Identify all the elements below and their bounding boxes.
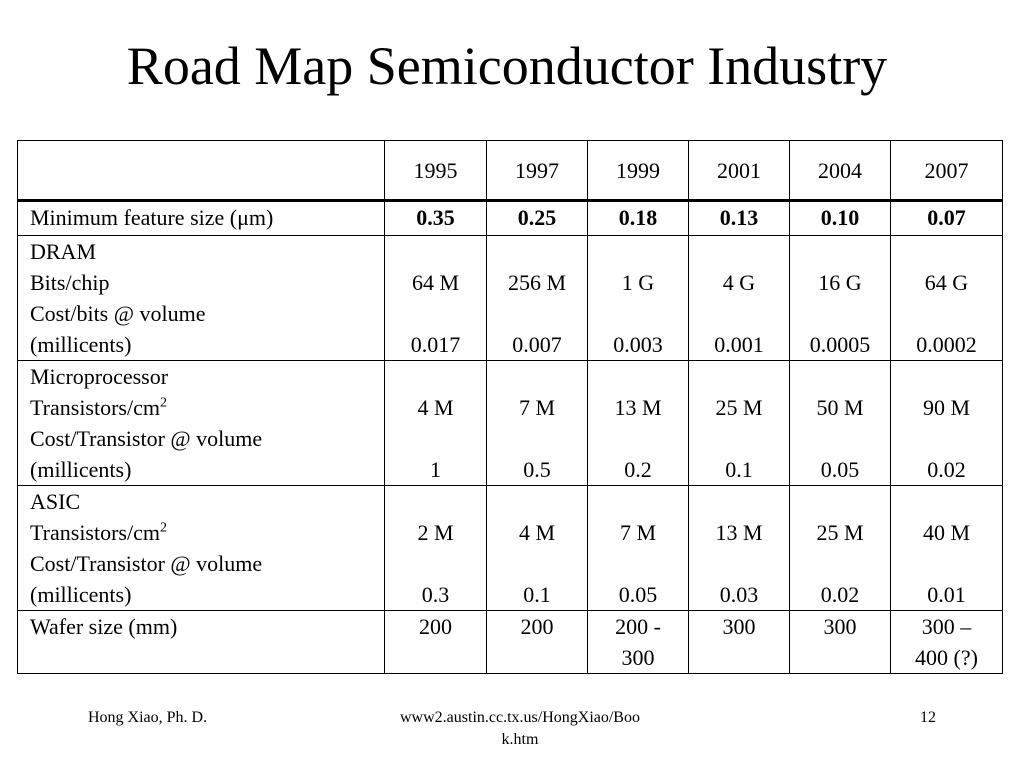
table-cell: 0.13 (689, 201, 790, 236)
table-cell: 2 M 0.3 (385, 486, 487, 611)
table-cell: 256 M 0.007 (487, 236, 588, 361)
footer-url (360, 707, 680, 751)
table-corner-cell (18, 141, 385, 201)
table-row-min-feature (18, 201, 1003, 236)
table-cell: 1 G 0.003 (588, 236, 689, 361)
table-cell: 90 M 0.02 (891, 361, 1003, 486)
table-header-row (18, 141, 1003, 201)
row-label: Wafer size (mm) (18, 611, 385, 674)
year-header: 1995 (385, 141, 487, 201)
table-cell: 16 G 0.0005 (790, 236, 891, 361)
table-cell: 0.18 (588, 201, 689, 236)
footer-author: Hong Xiao, Ph. D. (88, 709, 208, 726)
table-cell: 300 – 400 (?) (891, 611, 1003, 674)
table-cell: 64 M 0.017 (385, 236, 487, 361)
table-cell: 25 M 0.1 (689, 361, 790, 486)
table-row-dram (18, 236, 1003, 361)
table-cell: 4 M 1 (385, 361, 487, 486)
row-sublabel: Cost/Transistor @ volume (30, 426, 263, 451)
section-heading: DRAM (30, 239, 97, 264)
table-cell: 13 M 0.2 (588, 361, 689, 486)
row-sublabel: Cost/Transistor @ volume (30, 551, 263, 576)
row-label: Minimum feature size (μm) (18, 201, 385, 236)
table-row-microprocessor (18, 361, 1003, 486)
table-cell: 0.35 (385, 201, 487, 236)
year-header: 1997 (487, 141, 588, 201)
table-row-asic (18, 486, 1003, 611)
row-unit: (millicents) (30, 457, 132, 482)
table-cell: 13 M 0.03 (689, 486, 790, 611)
table-cell: 7 M 0.05 (588, 486, 689, 611)
table-cell: 40 M 0.01 (891, 486, 1003, 611)
row-sublabel: Transistors/$cm^2$ (30, 520, 167, 545)
year-header: 1999 (588, 141, 689, 201)
year-header: 2007 (891, 141, 1003, 201)
table-cell: 64 G 0.0002 (891, 236, 1003, 361)
row-label (18, 236, 385, 361)
section-heading: Microprocessor (30, 364, 169, 389)
row-sublabel: Transistors/$cm^2$ (30, 395, 167, 420)
table-row-wafer (18, 611, 1003, 674)
table-cell: 0.25 (487, 201, 588, 236)
footer-url-line2: k.htm (501, 731, 539, 748)
footer-url-line1: www2.austin.cc.tx.us/HongXiao/Boo (400, 709, 640, 726)
table-cell: 200 (487, 611, 588, 674)
table-cell: 4 G 0.001 (689, 236, 790, 361)
table-cell: 50 M 0.05 (790, 361, 891, 486)
section-heading: ASIC (30, 489, 81, 514)
row-unit: (millicents) (30, 332, 132, 357)
row-sublabel: Bits/chip (30, 270, 110, 295)
table-cell: 300 (689, 611, 790, 674)
year-header: 2001 (689, 141, 790, 201)
table-cell: 7 M 0.5 (487, 361, 588, 486)
roadmap-table (17, 140, 1003, 674)
table-cell: 300 (790, 611, 891, 674)
row-label (18, 486, 385, 611)
table-cell: 200 - 300 (588, 611, 689, 674)
slide-title: Road Map Semiconductor Industry (126, 36, 888, 96)
row-label (18, 361, 385, 486)
table-cell: 0.07 (891, 201, 1003, 236)
table-cell: 25 M 0.02 (790, 486, 891, 611)
table-cell: 4 M 0.1 (487, 486, 588, 611)
table-cell: 0.10 (790, 201, 891, 236)
row-unit: (millicents) (30, 582, 132, 607)
row-sublabel: Cost/bits @ volume (30, 301, 206, 326)
year-header: 2004 (790, 141, 891, 201)
table-cell: 200 (385, 611, 487, 674)
footer-page-number: 12 (920, 709, 936, 726)
